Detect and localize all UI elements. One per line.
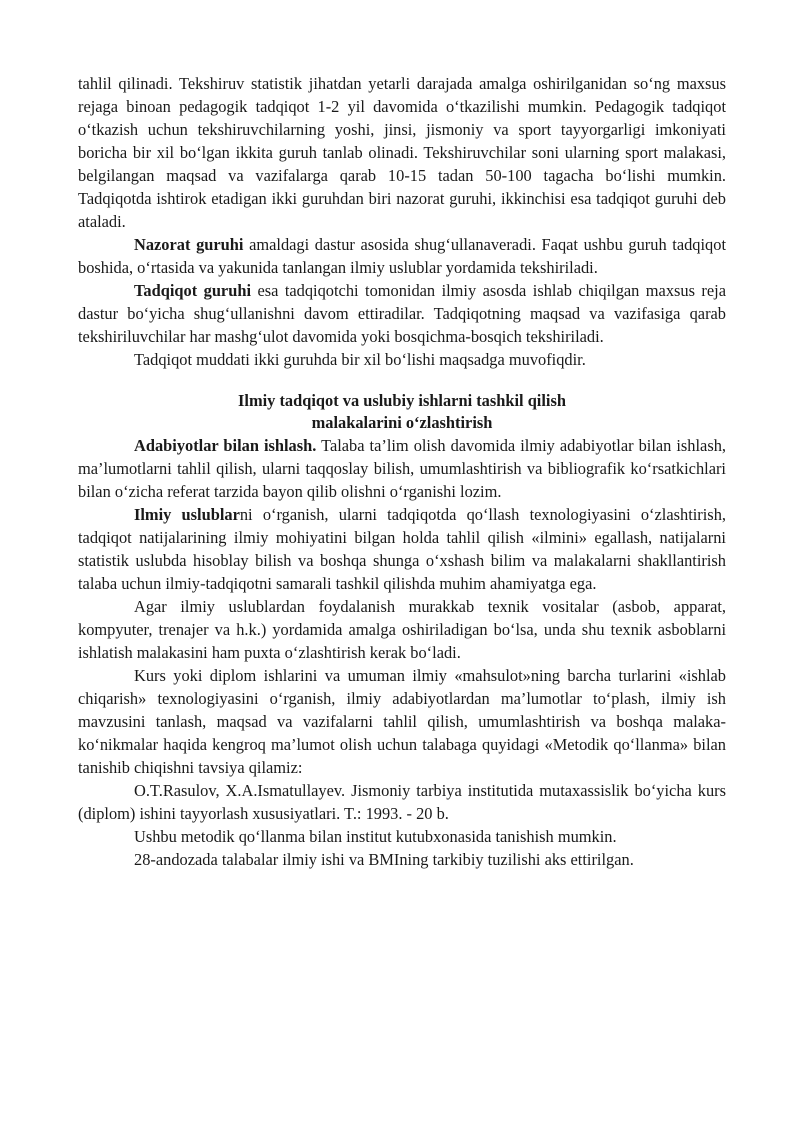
paragraph-literature [78,434,726,503]
paragraph-library: Ushbu metodik qo‘llanma bilan institut kutubxonasida tanishish mumkin. [134,827,617,846]
section-spacer [78,371,726,390]
paragraph-text: Talaba ta’lim olish davomida ilmiy adabiyotlar bilan ishlash, ma’lumotlarni tahlil qilish, ularni taqqoslay bilish, umumlashtirish va bibliografik ko‘rsatkichlari bilan o‘zicha referat tarzida bayon qilib olishni o‘rganishi lozim. [78,436,726,501]
paragraph-intro: tahlil qilinadi. Tekshiruv statistik jihatdan yetarli darajada amalga oshirilganidan so‘ng maxsus rejaga binoan pedagogik tadqiqot 1-2 yil davomida o‘tkazilishi mumkin. Pedagogik tadqiqot o‘tkazish uchun tekshiruvchilarning yoshi, jinsi, jismoniy va sport tayyorgarligi imkoniyati boricha bir xil bo‘lgan ikkita guruh tanlab olinadi. Tekshiruvchilar soni ularning sport malakasi, belgilangan maqsad va vazifalarga qarab 10-15 tadan 50-100 tagacha bo‘lishi mumkin. Tadqiqotda ishtirok etadigan ikki guruhdan biri nazorat guruhi, ikkinchisi esa tadqiqot guruhi deb ataladi. [78,74,726,231]
paragraph-text: amaldagi dastur asosida shug‘ullanaveradi. Faqat ushbu guruh tadqiqot boshida, o‘rtasida va yakunida tanlangan ilmiy uslublar yordamida tekshiriladi. [78,235,727,277]
paragraph-text: esa tadqiqotchi tomonidan ilmiy asosda ishlab chiqilgan maxsus reja dastur bo‘yicha shug‘ullanishni davom ettiradilar. Tadqiqotning maqsad va vazifasiga qarab tekshiriluvchilar har mashg‘ulot davomida yoki bosqichma-bosqich tekshiriladi. [78,281,726,346]
paragraph-research-group [78,279,726,348]
paragraph-text: ni o‘rganish, ularni tadqiqotda qo‘llash texnologiyasini o‘zlashtirish, tadqiqot natijalarining ilmiy mohiyatini bilgan holda tahlil qilish «ilmini» egallash, natijalarni statistik uslubda hisoblay bilish va boshqa shunga o‘xshash bilim va malakalarni shakllantirish talaba uchun ilmiy-tadqiqotni samarali tashkil qilishda muhim ahamiyatga ega. [78,505,726,593]
paragraph-methods [78,503,726,595]
term-research-group: Tadqiqot guruhi [134,281,251,300]
paragraph-technical: Agar ilmiy uslublardan foydalanish murakkab texnik vositalar (asbob, apparat, kompyuter, trenajer va h.k.) yordamida amalga oshiriladigan bo‘lsa, unda shu texnik asboblarni ishlatish malakasini ham puxta o‘zlashtirish kerak bo‘ladi. [78,597,726,662]
section-heading-line-1: Ilmiy tadqiqot va uslubiy ishlarni tashkil qilish [238,391,566,410]
document-page [78,72,726,871]
section-heading-line-2: malakalarini o‘zlashtirish [311,413,493,432]
paragraph-template-note: 28-andozada talabalar ilmiy ishi va BMIning tarkibiy tuzilishi aks ettirilgan. [134,850,634,869]
paragraph-duration: Tadqiqot muddati ikki guruhda bir xil bo‘lishi maqsadga muvofiqdir. [134,350,586,369]
term-literature: Adabiyotlar bilan ishlash. [134,436,317,455]
term-control-group: Nazorat guruhi [134,235,244,254]
term-methods: Ilmiy uslublar [134,505,240,524]
paragraph-course-work: Kurs yoki diplom ishlarini va umuman ilmiy «mahsulot»ning barcha turlarini «ishlab chiqarish» texnologiyasini o‘rganish, ilmiy adabiyotlardan ma’lumotlar to‘plash, ilmiy ish mavzusini tanlash, maqsad va vazifalarni tahlil qilish, umumlashtirish va boshqa malaka-ko‘nikmalar haqida kengroq ma’lumot olish uchun talabaga quyidagi «Metodik qo‘llanma» bilan tanishib chiqishni tavsiya qilamiz: [78,666,726,777]
paragraph-control-group [78,233,726,279]
paragraph-reference: O.T.Rasulov, X.A.Ismatullayev. Jismoniy tarbiya institutida mutaxassislik bo‘yicha kurs (diplom) ishini tayyorlash xususiyatlari. T.: 1993. - 20 b. [78,781,726,823]
